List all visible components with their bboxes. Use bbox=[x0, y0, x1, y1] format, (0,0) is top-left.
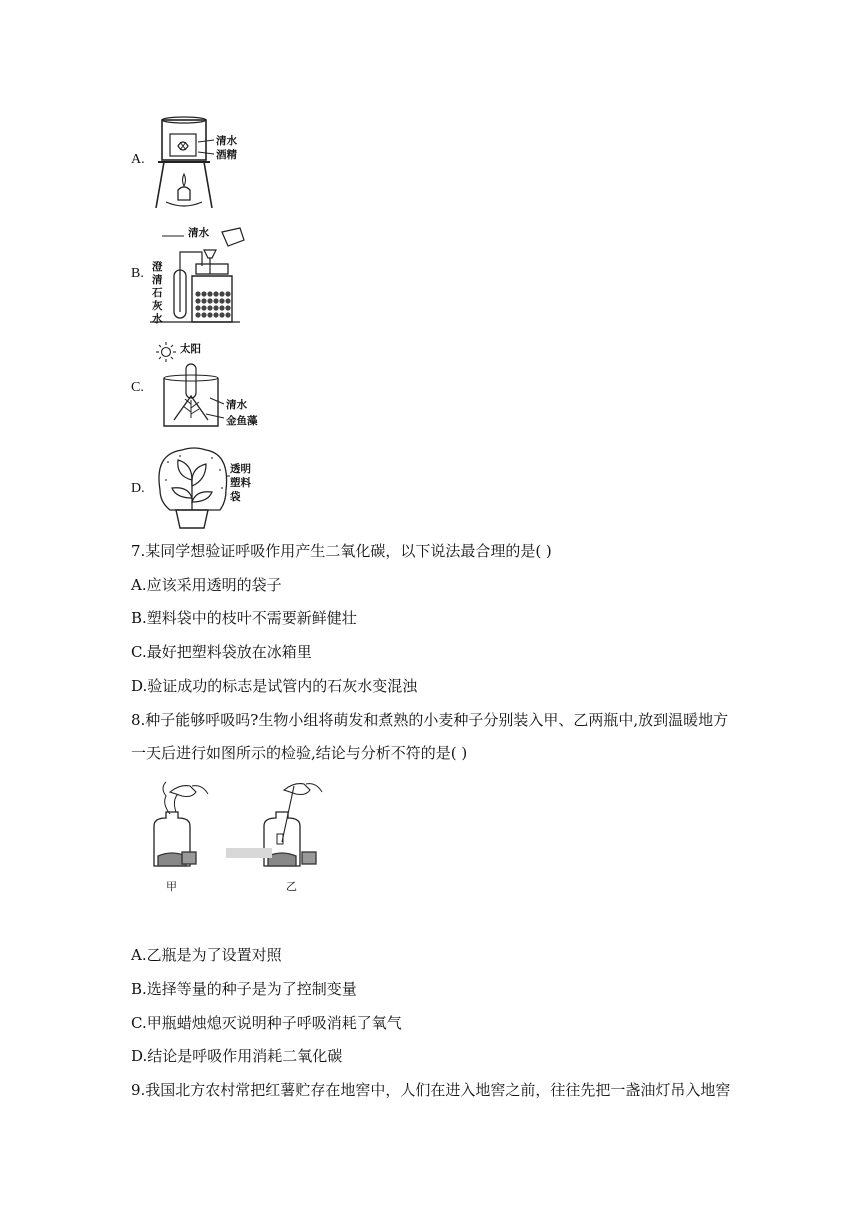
label-touming: 透明 bbox=[230, 463, 251, 475]
label-jinyuzao: 金鱼藻 bbox=[226, 415, 258, 427]
label-qingshui-c: 清水 bbox=[226, 399, 247, 411]
option-b-figure bbox=[150, 222, 250, 328]
q8-option-a: A.乙瓶是为了设置对照 bbox=[131, 946, 282, 964]
option-c-letter: C. bbox=[131, 380, 144, 395]
option-d-letter: D. bbox=[131, 481, 145, 496]
q9-stem-line-1: 9.我国北方农村常把红薯贮存在地窖中，人们在进入地窖之前，往往先把一盏油灯吊入地窖 bbox=[131, 1081, 731, 1099]
q8-stem-line-2: 一天后进行如图所示的检验,结论与分析不符的是( ) bbox=[131, 744, 468, 762]
label-hui: 灰 bbox=[152, 300, 163, 312]
label-taiyang: 太阳 bbox=[180, 343, 201, 355]
jar-yi bbox=[264, 784, 322, 866]
q7-option-d: D.验证成功的标志是试管内的石灰水变混浊 bbox=[131, 677, 418, 695]
label-qing: 清 bbox=[152, 274, 163, 286]
option-a-letter: A. bbox=[131, 152, 145, 167]
q8-figure bbox=[140, 780, 340, 898]
q7-option-a: A.应该采用透明的袋子 bbox=[131, 576, 282, 594]
q8-option-c: C.甲瓶蜡烛熄灭说明种子呼吸消耗了氧气 bbox=[131, 1014, 402, 1032]
label-shi: 石 bbox=[152, 287, 163, 299]
q7-option-b: B.塑料袋中的枝叶不需要新鲜健壮 bbox=[131, 609, 357, 627]
label-cheng: 澄 bbox=[152, 261, 163, 273]
label-shui: 水 bbox=[152, 313, 163, 325]
option-b-letter: B. bbox=[131, 266, 144, 281]
label-qingshui-b: 清水 bbox=[188, 227, 209, 239]
label-yi: 乙 bbox=[286, 880, 297, 893]
q7-option-c: C.最好把塑料袋放在冰箱里 bbox=[131, 643, 312, 661]
option-d-figure bbox=[150, 440, 260, 532]
q8-option-b: B.选择等量的种子是为了控制变量 bbox=[131, 980, 357, 998]
label-suliao: 塑料 bbox=[230, 477, 251, 489]
label-qingshui-a: 清水 bbox=[216, 135, 237, 147]
option-a-figure bbox=[152, 112, 252, 214]
q7-stem: 7.某同学想验证呼吸作用产生二氧化碳，以下说法最合理的是( ) bbox=[131, 542, 552, 560]
sun-icon bbox=[156, 342, 176, 362]
label-jia: 甲 bbox=[166, 880, 177, 893]
label-dai: 袋 bbox=[230, 491, 241, 503]
jar-jia bbox=[154, 782, 208, 866]
q8-option-d: D.结论是呼吸作用消耗二氧化碳 bbox=[131, 1047, 343, 1065]
q8-stem-line-1: 8.种子能够呼吸吗?生物小组将萌发和煮熟的小麦种子分别装入甲、乙两瓶中,放到温暖地方 bbox=[131, 711, 729, 729]
label-jiujing: 酒精 bbox=[216, 149, 237, 161]
option-c-figure bbox=[150, 338, 260, 434]
